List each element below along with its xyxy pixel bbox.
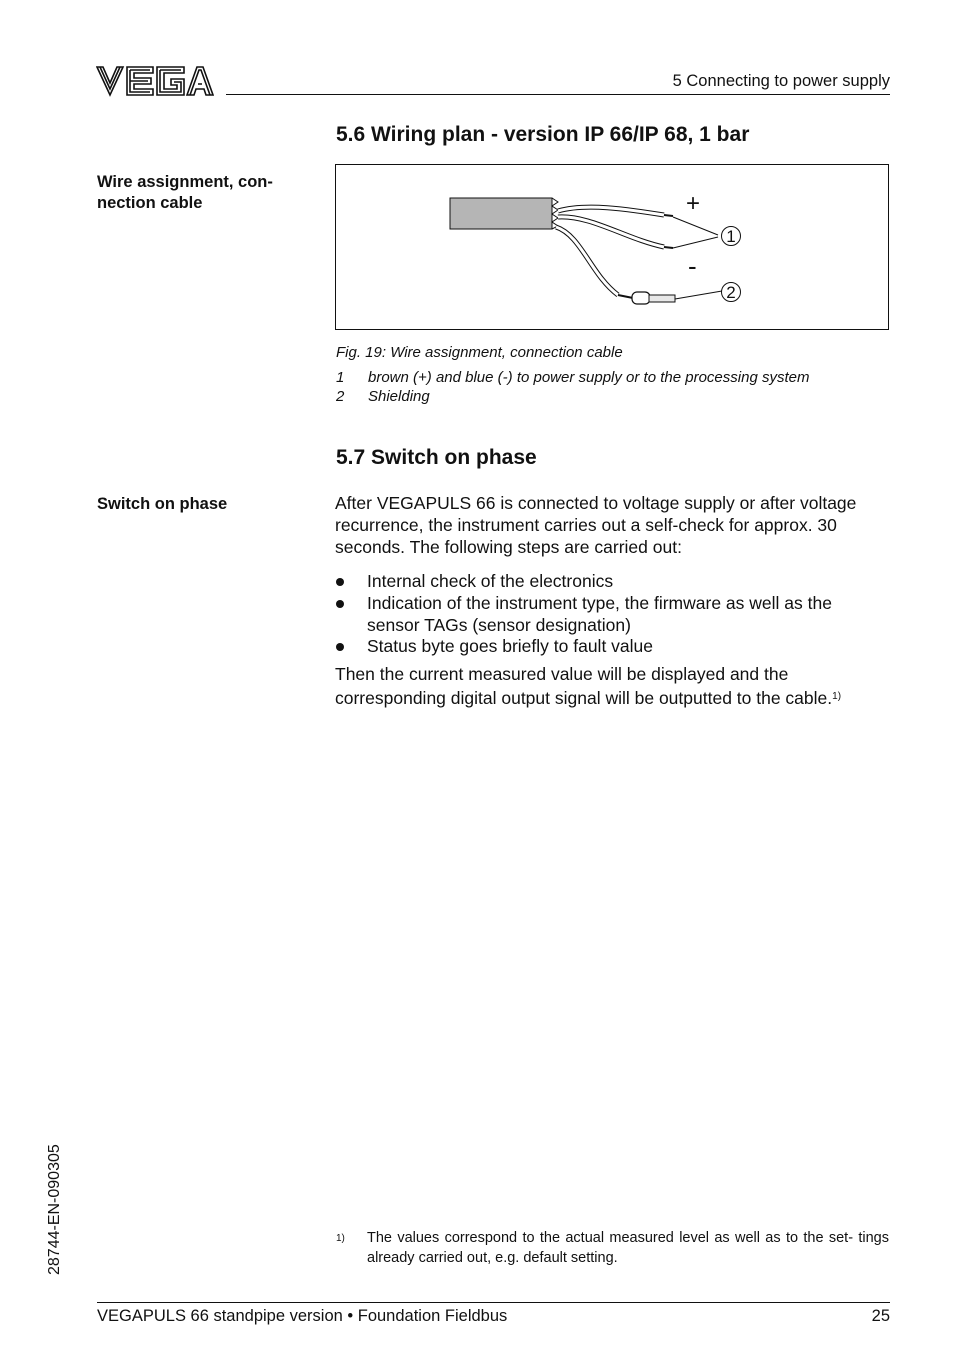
- plus-label: +: [686, 190, 701, 217]
- callout-number-2: 2: [726, 283, 736, 302]
- footer-rule: [97, 1302, 890, 1303]
- bullet-line: Status byte goes briefly to fault value: [367, 636, 653, 656]
- section-heading-5-7: 5.7 Switch on phase: [336, 446, 537, 469]
- footnote-mark: 1): [336, 1233, 345, 1244]
- paragraph-text: corresponding digital output signal will be outputted to the cable.: [335, 687, 833, 708]
- margin-label-switch-on-phase: Switch on phase: [97, 495, 228, 513]
- brown-wire-tip: [664, 215, 673, 216]
- paragraph-line: After VEGAPULS 66 is connected to voltage supply or after voltage: [335, 493, 857, 513]
- callout-line-1a: [673, 217, 718, 235]
- margin-label-wire-assignment: [97, 172, 302, 214]
- document-code: 28744-EN-090305: [46, 1144, 63, 1275]
- margin-label-line: nection cable: [97, 194, 203, 212]
- svg-text:VEGA: VEGA: [96, 64, 99, 65]
- callout-number-1: 1: [726, 227, 736, 246]
- section-heading-5-6: 5.6 Wiring plan - version IP 66/IP 68, 1 bar: [336, 123, 750, 146]
- page-number: 25: [871, 1307, 890, 1325]
- vega-logo: [96, 64, 214, 98]
- paragraph-line: [335, 686, 890, 710]
- bullet-marker: [336, 578, 344, 586]
- bullet-marker: [336, 600, 344, 608]
- cable-jacket: [450, 198, 552, 229]
- brown-wire-inner: [558, 207, 664, 215]
- bullet-line: Internal check of the electronics: [367, 571, 614, 591]
- bullet-item: [367, 636, 892, 658]
- ferrule-sleeve: [649, 295, 675, 302]
- header-rule: [226, 94, 890, 95]
- legend-number: 1: [336, 369, 345, 386]
- wiring-figure: [335, 164, 889, 330]
- bullet-marker: [336, 643, 344, 651]
- legend-text: brown (+) and blue (-) to power supply or to the processing system: [368, 369, 810, 386]
- callout-line-2: [675, 291, 722, 299]
- paragraph-line: seconds. The following steps are carried out:: [335, 536, 682, 557]
- chapter-header: 5 Connecting to power supply: [672, 72, 890, 90]
- bullet-line: Indication of the instrument type, the firmware as well as the: [367, 593, 832, 613]
- ferrule: [632, 292, 650, 304]
- figure-caption: Fig. 19: Wire assignment, connection cable: [336, 344, 623, 361]
- legend-number: 2: [336, 388, 345, 405]
- footer-title: VEGAPULS 66 standpipe version • Foundation Fieldbus: [97, 1307, 508, 1325]
- bullet-item: [367, 571, 892, 593]
- minus-label: -: [688, 251, 697, 281]
- cable-braid: [552, 198, 558, 229]
- footnote-reference[interactable]: 1): [832, 690, 842, 702]
- bullet-line: sensor TAGs (sensor designation): [367, 614, 631, 635]
- legend-text: Shielding: [368, 388, 430, 405]
- paragraph-line: recurrence, the instrument carries out a self-check for approx. 30: [335, 514, 837, 535]
- shield-wire-end: [618, 295, 633, 298]
- callout-line-1b: [673, 237, 718, 248]
- margin-label-line: Wire assignment, con-: [97, 173, 273, 191]
- intro-paragraph: [335, 493, 890, 558]
- blue-wire-tip: [664, 247, 673, 248]
- paragraph-line: Then the current measured value will be displayed and the: [335, 664, 789, 684]
- outro-paragraph: [335, 664, 890, 710]
- bullet-item: [367, 593, 892, 637]
- footnote-text: The values correspond to the actual measured level as well as to the set- tings already carried out, e.g. default setting.: [367, 1230, 889, 1266]
- wiring-diagram: [336, 165, 888, 329]
